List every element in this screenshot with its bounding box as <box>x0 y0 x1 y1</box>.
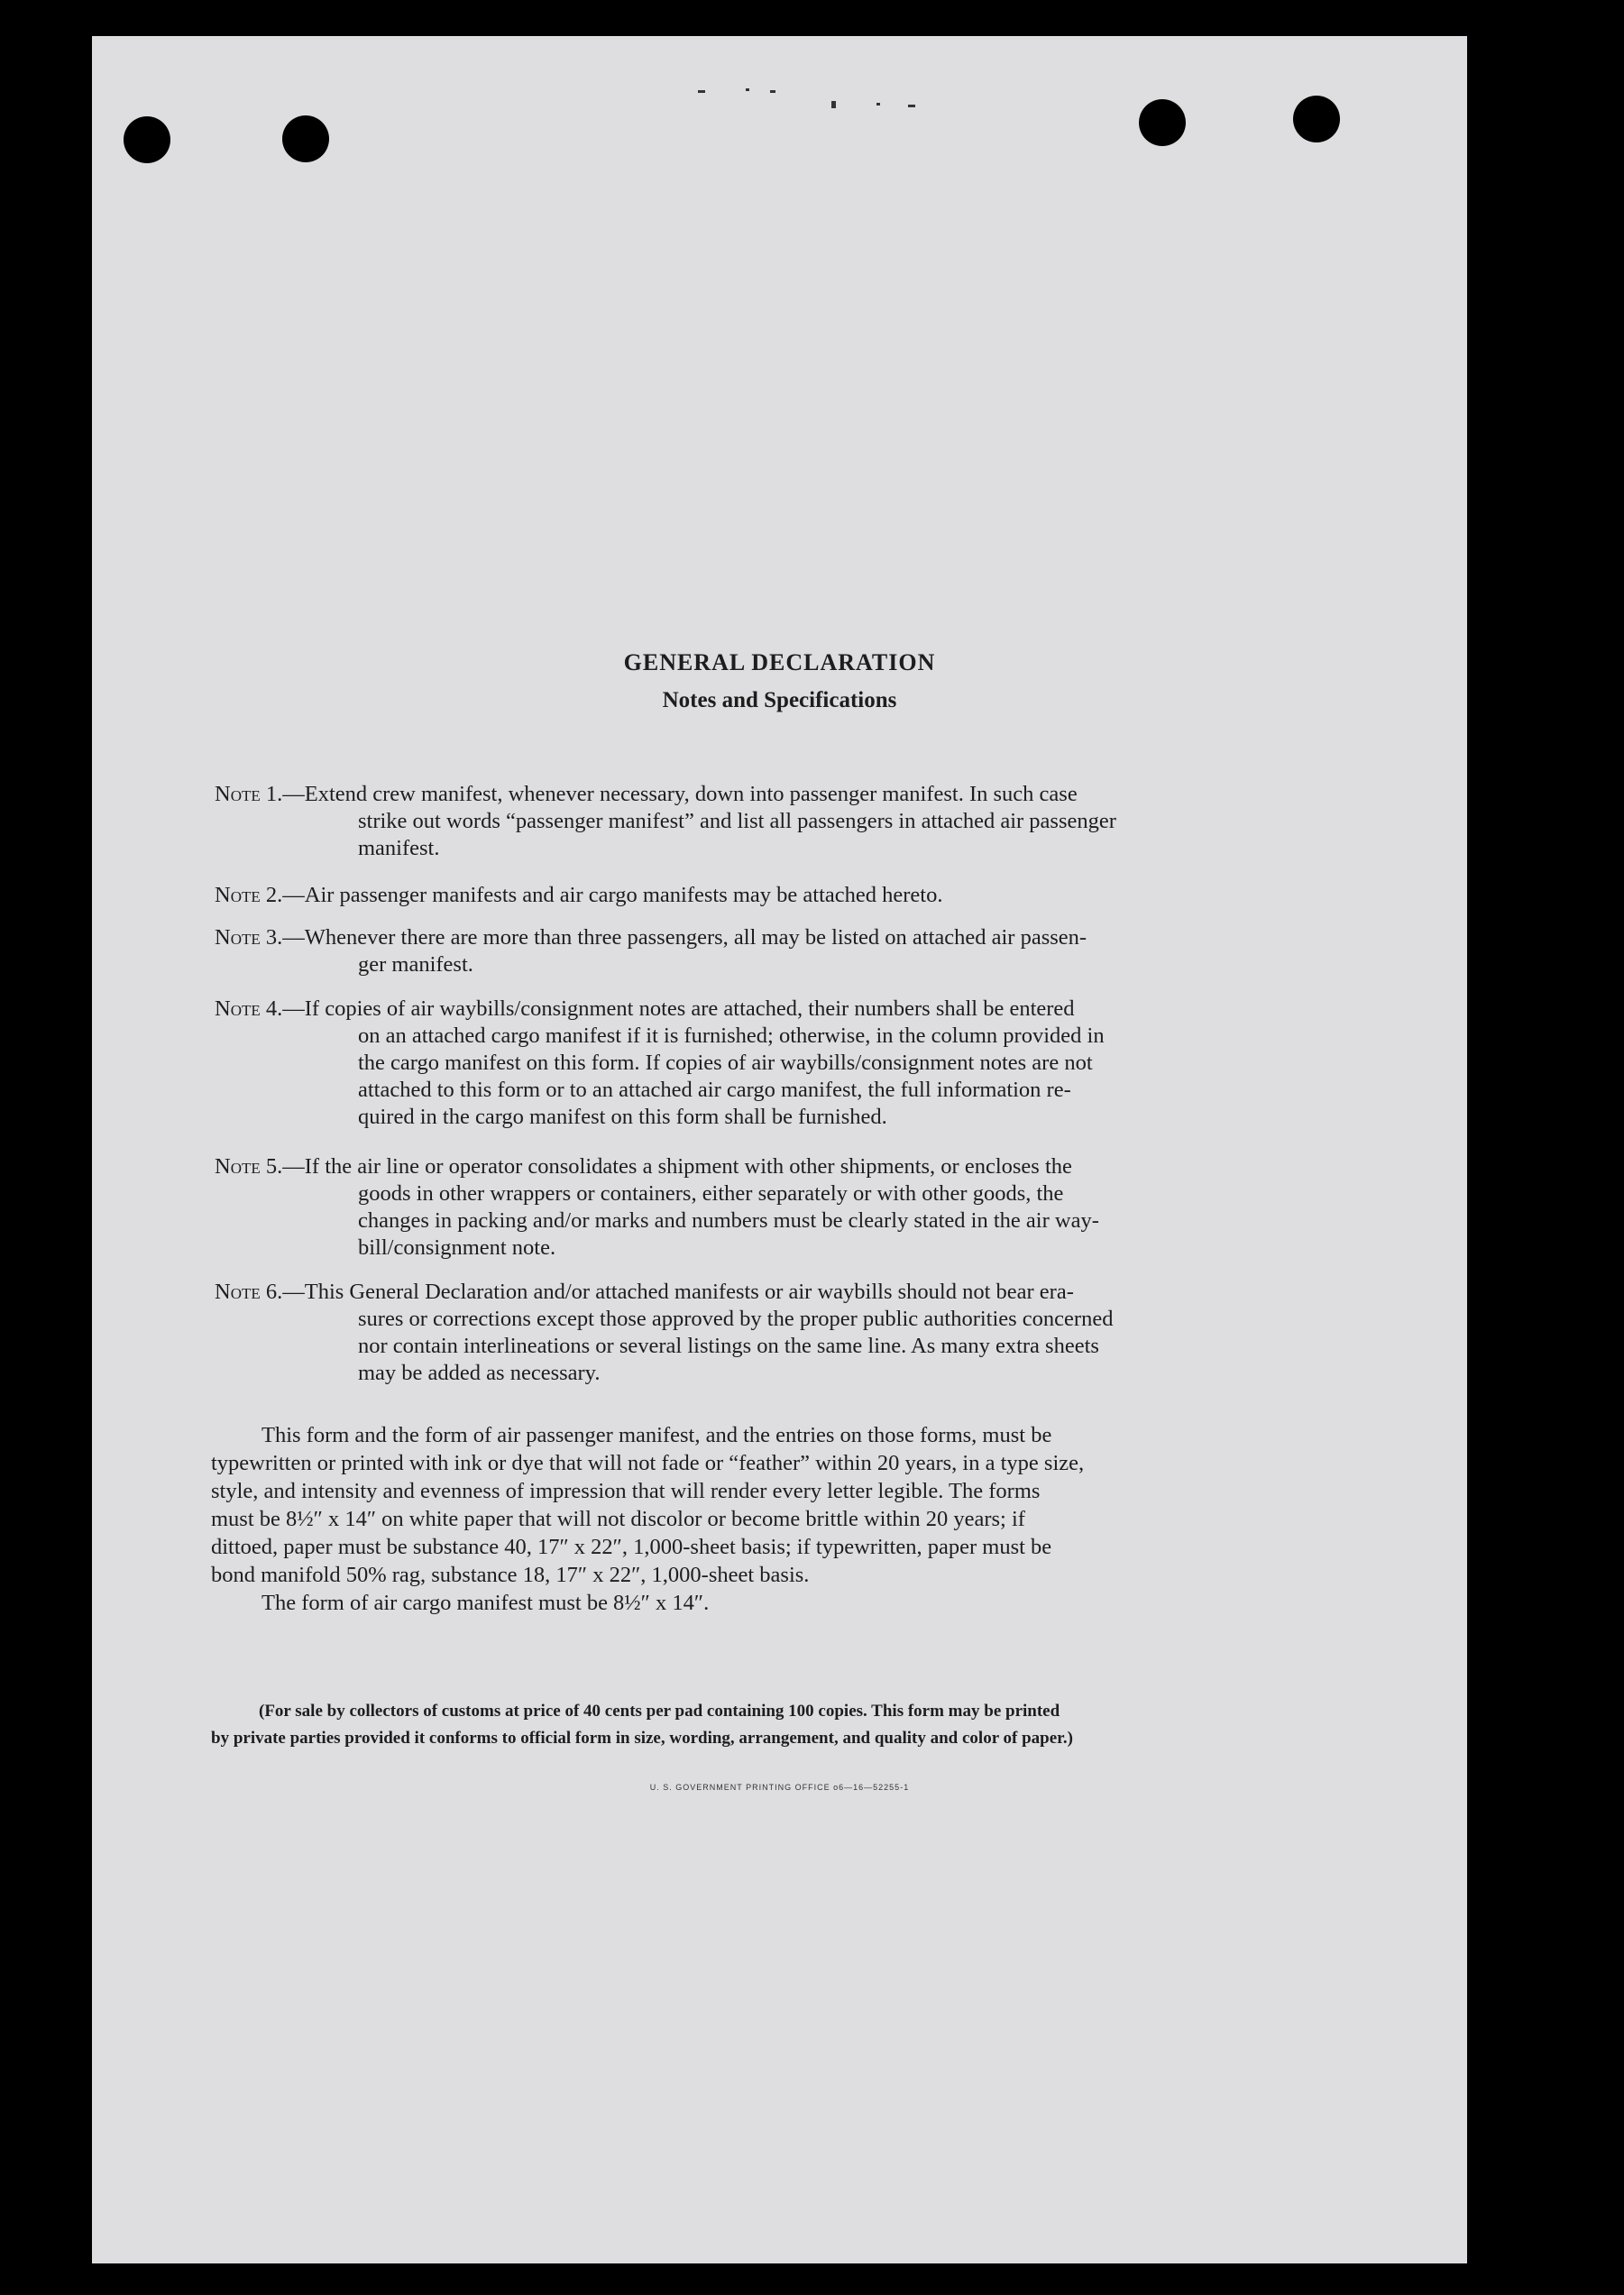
note-lead: Note 1.— <box>215 782 305 806</box>
ink-speck <box>831 101 836 108</box>
note-line: the cargo manifest on this form. If copies of air waybills/consignment notes are not <box>358 1051 1093 1075</box>
note-line: goods in other wrappers or containers, either separately or with other goods, the <box>358 1181 1064 1206</box>
ink-speck <box>746 88 749 91</box>
ink-speck <box>908 105 915 107</box>
note-line: changes in packing and/or marks and numbers must be clearly stated in the air way- <box>358 1208 1099 1233</box>
note-line: quired in the cargo manifest on this form shall be furnished. <box>358 1105 887 1129</box>
paragraph-line: The form of air cargo manifest must be 8½″ x 14″. <box>261 1591 710 1615</box>
note-line <box>215 781 1436 808</box>
note-lead: Note 5.— <box>215 1154 305 1179</box>
note-line: sures or corrections except those approved by the proper public authorities concerned <box>358 1307 1114 1331</box>
note-lead: Note 6.— <box>215 1280 305 1304</box>
note-line: strike out words “passenger manifest” and list all passengers in attached air passenger <box>358 809 1116 833</box>
requirements-paragraph <box>211 1421 1437 1617</box>
note-lead: Note 3.— <box>215 925 305 950</box>
note-text: This General Declaration and/or attached manifests or air waybills should not bear era- <box>304 1280 1074 1304</box>
sale-notice <box>211 1698 1437 1752</box>
paragraph-line: typewritten or printed with ink or dye that will not fade or “feather” within 20 years, in a type size, <box>211 1451 1085 1475</box>
ink-speck <box>770 90 775 93</box>
note-line: on an attached cargo manifest if it is furnished; otherwise, in the column provided in <box>358 1024 1105 1048</box>
printer-imprint: U. S. GOVERNMENT PRINTING OFFICE o6—16—52255-1 <box>649 1783 910 1792</box>
note-text: Air passenger manifests and air cargo manifests may be attached hereto. <box>304 883 943 907</box>
note-line <box>215 1153 1436 1180</box>
document-page <box>92 36 1467 2263</box>
note-line <box>215 924 1436 951</box>
paragraph-line: bond manifold 50% rag, substance 18, 17″ x 22″, 1,000-sheet basis. <box>211 1563 810 1587</box>
note-line: attached to this form or to an attached air cargo manifest, the full information re- <box>358 1078 1071 1102</box>
note-line <box>215 882 1436 909</box>
note-line: bill/consignment note. <box>358 1235 556 1260</box>
note-2 <box>215 882 1436 909</box>
sale-notice-line: (For sale by collectors of customs at price of 40 cents per pad containing 100 copies. This form may be printed <box>259 1702 1060 1721</box>
note-5 <box>215 1153 1436 1262</box>
note-3 <box>215 924 1436 978</box>
note-1 <box>215 781 1436 862</box>
note-line: may be added as necessary. <box>358 1361 601 1385</box>
note-text: If copies of air waybills/consignment notes are attached, their numbers shall be entered <box>304 996 1075 1021</box>
note-lead: Note 2.— <box>215 883 305 907</box>
paragraph-line: must be 8½″ x 14″ on white paper that will not discolor or become brittle within 20 years; if <box>211 1507 1025 1531</box>
note-text: Whenever there are more than three passengers, all may be listed on attached air passen- <box>304 925 1087 950</box>
paragraph-line: This form and the form of air passenger manifest, and the entries on those forms, must be <box>261 1423 1052 1447</box>
note-4 <box>215 996 1436 1131</box>
document-subtitle: Notes and Specifications <box>662 688 897 712</box>
note-text: Extend crew manifest, whenever necessary, down into passenger manifest. In such case <box>304 782 1078 806</box>
punch-hole-2 <box>282 115 329 162</box>
note-text: If the air line or operator consolidates a shipment with other shipments, or encloses the <box>304 1154 1072 1179</box>
punch-hole-3 <box>1139 99 1186 146</box>
ink-speck <box>876 103 880 106</box>
note-6 <box>215 1279 1436 1387</box>
document-title: GENERAL DECLARATION <box>623 649 936 675</box>
ink-speck <box>698 90 705 93</box>
sale-notice-line: by private parties provided it conforms to official form in size, wording, arrangement, and quality and color of paper.) <box>211 1729 1073 1748</box>
punch-hole-1 <box>124 116 170 163</box>
note-lead: Note 4.— <box>215 996 305 1021</box>
paragraph-line: dittoed, paper must be substance 40, 17″ x 22″, 1,000-sheet basis; if typewritten, paper must be <box>211 1535 1052 1559</box>
paragraph-line: style, and intensity and evenness of impression that will render every letter legible. The forms <box>211 1479 1041 1503</box>
note-line: nor contain interlineations or several listings on the same line. As many extra sheets <box>358 1334 1099 1358</box>
note-line <box>215 996 1436 1023</box>
note-line <box>215 1279 1436 1306</box>
punch-hole-4 <box>1293 96 1340 142</box>
note-line: manifest. <box>358 836 440 860</box>
note-line: ger manifest. <box>358 952 473 977</box>
